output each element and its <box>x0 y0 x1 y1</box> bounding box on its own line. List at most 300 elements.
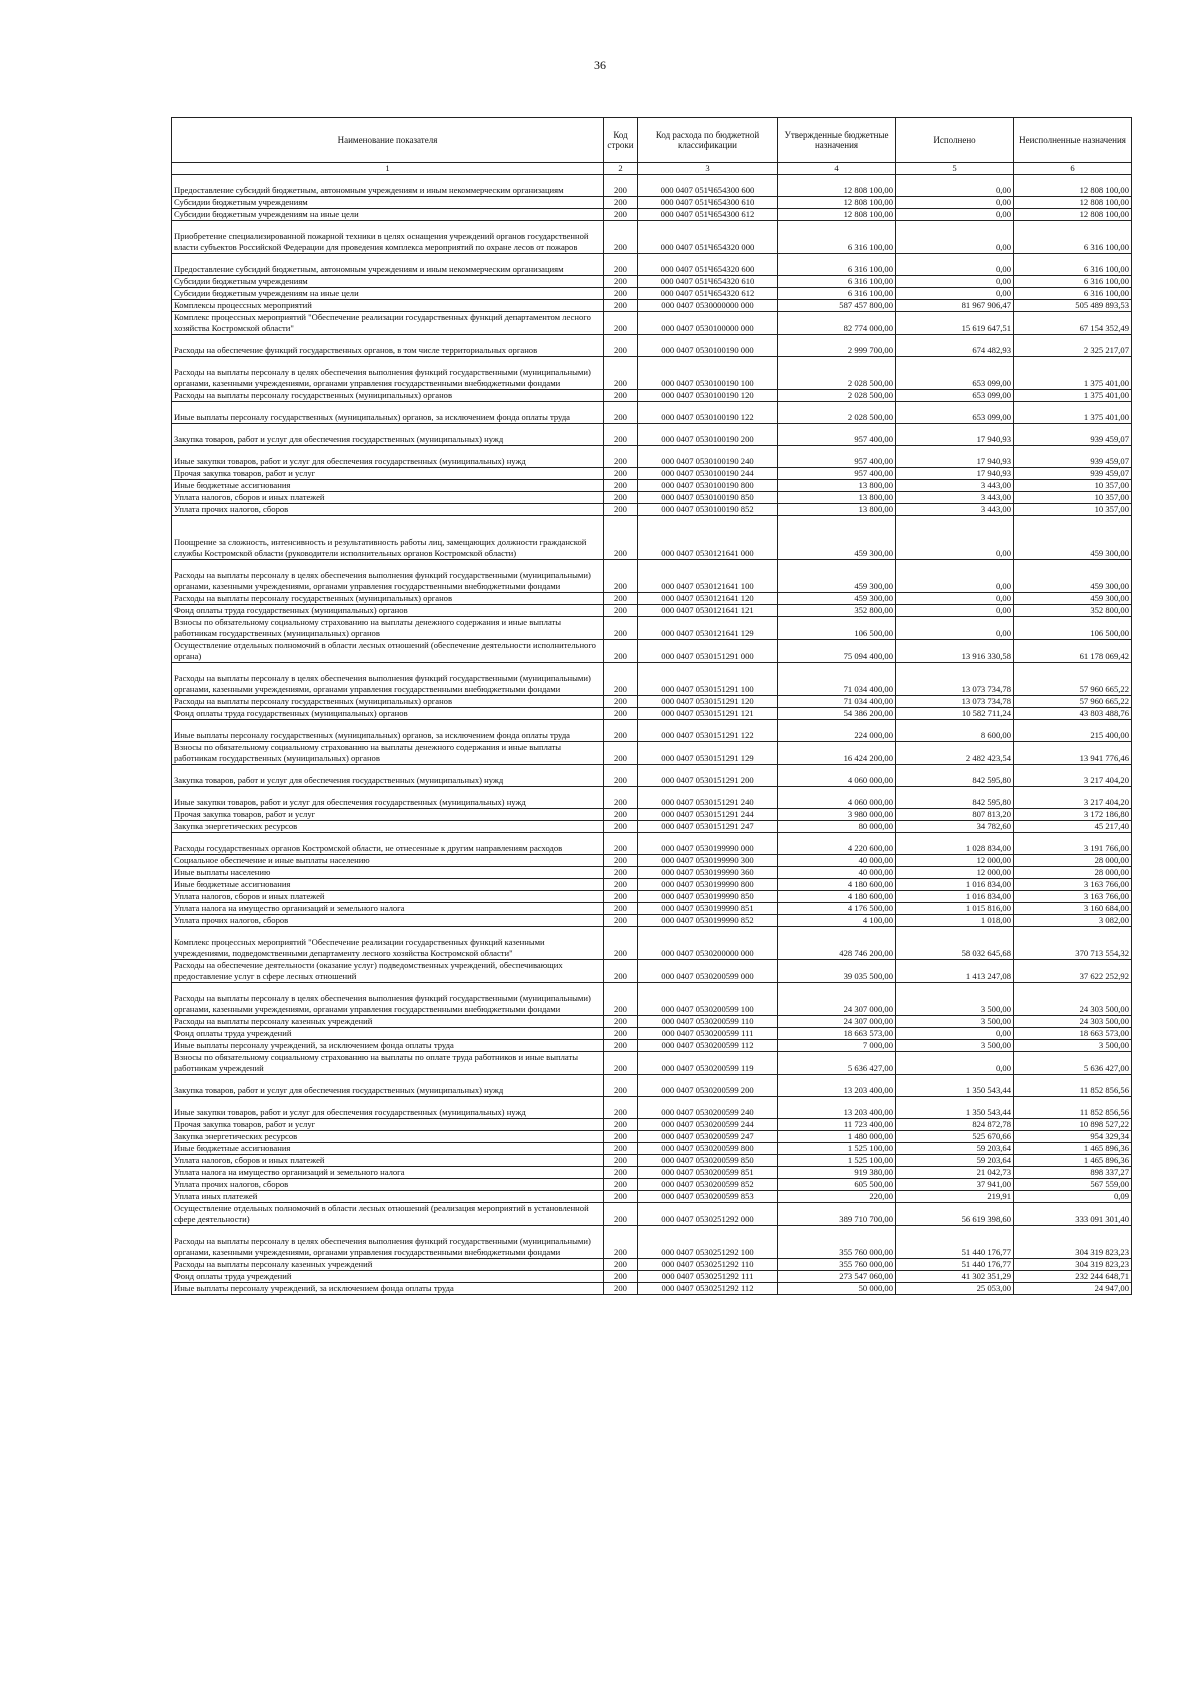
approved-amount-cell: 71 034 400,00 <box>778 663 896 696</box>
classification-code-cell: 000 0407 0530200599 200 <box>638 1075 778 1097</box>
approved-amount-cell: 355 760 000,00 <box>778 1226 896 1259</box>
approved-amount-cell: 2 028 500,00 <box>778 357 896 390</box>
unexecuted-amount-cell: 333 091 301,40 <box>1014 1203 1132 1226</box>
column-number: 1 <box>172 163 604 175</box>
executed-amount-cell: 56 619 398,60 <box>896 1203 1014 1226</box>
executed-amount-cell: 1 015 816,00 <box>896 903 1014 915</box>
column-number: 5 <box>896 163 1014 175</box>
approved-amount-cell: 273 547 060,00 <box>778 1271 896 1283</box>
approved-amount-cell: 4 220 600,00 <box>778 833 896 855</box>
header-indicator-name: Наименование показателя <box>172 118 604 163</box>
approved-amount-cell: 6 316 100,00 <box>778 254 896 276</box>
unexecuted-amount-cell: 1 465 896,36 <box>1014 1143 1132 1155</box>
indicator-name-cell: Фонд оплаты труда учреждений <box>172 1271 604 1283</box>
executed-amount-cell: 0,00 <box>896 593 1014 605</box>
indicator-name-cell: Уплата налогов, сборов и иных платежей <box>172 1155 604 1167</box>
indicator-name-cell: Расходы на выплаты персоналу в целях обеспечения выполнения функций государственными (муниципальными) органами, казенными учреждениями, органами управления государственными внебюджетными фондами <box>172 983 604 1016</box>
executed-amount-cell: 41 302 351,29 <box>896 1271 1014 1283</box>
approved-amount-cell: 605 500,00 <box>778 1179 896 1191</box>
table-row <box>172 312 1132 335</box>
classification-code-cell: 000 0407 0530200599 111 <box>638 1028 778 1040</box>
approved-amount-cell: 18 663 573,00 <box>778 1028 896 1040</box>
approved-amount-cell: 957 400,00 <box>778 468 896 480</box>
indicator-name-cell: Комплекс процессных мероприятий "Обеспечение реализации государственных функций казенными учреждениями, подведомственными департаменту лесного хозяйства Костромской области" <box>172 927 604 960</box>
indicator-name-cell: Расходы на выплаты персоналу казенных учреждений <box>172 1259 604 1271</box>
indicator-name-cell: Субсидии бюджетным учреждениям на иные цели <box>172 288 604 300</box>
unexecuted-amount-cell: 1 375 401,00 <box>1014 390 1132 402</box>
executed-amount-cell: 3 500,00 <box>896 983 1014 1016</box>
row-code-cell: 200 <box>604 903 638 915</box>
indicator-name-cell: Социальное обеспечение и иные выплаты населению <box>172 855 604 867</box>
executed-amount-cell: 842 595,80 <box>896 787 1014 809</box>
unexecuted-amount-cell: 2 325 217,07 <box>1014 335 1132 357</box>
classification-code-cell: 000 0407 0530251292 112 <box>638 1283 778 1295</box>
unexecuted-amount-cell: 3 163 766,00 <box>1014 879 1132 891</box>
unexecuted-amount-cell: 6 316 100,00 <box>1014 276 1132 288</box>
approved-amount-cell: 957 400,00 <box>778 446 896 468</box>
row-code-cell: 200 <box>604 560 638 593</box>
table-row <box>172 1259 1132 1271</box>
executed-amount-cell: 525 670,66 <box>896 1131 1014 1143</box>
indicator-name-cell: Предоставление субсидий бюджетным, автономным учреждениям и иным некоммерческим организациям <box>172 254 604 276</box>
classification-code-cell: 000 0407 0530100190 100 <box>638 357 778 390</box>
approved-amount-cell: 24 307 000,00 <box>778 983 896 1016</box>
executed-amount-cell: 37 941,00 <box>896 1179 1014 1191</box>
executed-amount-cell: 842 595,80 <box>896 765 1014 787</box>
row-code-cell: 200 <box>604 879 638 891</box>
approved-amount-cell: 2 028 500,00 <box>778 390 896 402</box>
indicator-name-cell: Иные выплаты населению <box>172 867 604 879</box>
executed-amount-cell: 0,00 <box>896 516 1014 560</box>
unexecuted-amount-cell: 28 000,00 <box>1014 855 1132 867</box>
row-code-cell: 200 <box>604 1283 638 1295</box>
classification-code-cell: 000 0407 0530100190 800 <box>638 480 778 492</box>
indicator-name-cell: Уплата прочих налогов, сборов <box>172 504 604 516</box>
table-row <box>172 209 1132 221</box>
header-approved: Утвержденные бюджетные назначения <box>778 118 896 163</box>
classification-code-cell: 000 0407 0530251292 100 <box>638 1226 778 1259</box>
approved-amount-cell: 389 710 700,00 <box>778 1203 896 1226</box>
row-code-cell: 200 <box>604 1040 638 1052</box>
page-number: 36 <box>594 58 606 72</box>
indicator-name-cell: Закупка энергетических ресурсов <box>172 1131 604 1143</box>
classification-code-cell: 000 0407 0530200000 000 <box>638 927 778 960</box>
approved-amount-cell: 1 480 000,00 <box>778 1131 896 1143</box>
table-row <box>172 1040 1132 1052</box>
approved-amount-cell: 106 500,00 <box>778 617 896 640</box>
table-row <box>172 390 1132 402</box>
header-classification-code: Код расхода по бюджетной классификации <box>638 118 778 163</box>
approved-amount-cell: 13 203 400,00 <box>778 1097 896 1119</box>
indicator-name-cell: Иные бюджетные ассигнования <box>172 879 604 891</box>
row-code-cell: 200 <box>604 335 638 357</box>
row-code-cell: 200 <box>604 640 638 663</box>
indicator-name-cell: Субсидии бюджетным учреждениям на иные цели <box>172 209 604 221</box>
classification-code-cell: 000 0407 0530200599 800 <box>638 1143 778 1155</box>
classification-code-cell: 000 0407 0530100190 120 <box>638 390 778 402</box>
classification-code-cell: 000 0407 051Ч654300 612 <box>638 209 778 221</box>
classification-code-cell: 000 0407 0530100190 200 <box>638 424 778 446</box>
table-row <box>172 708 1132 720</box>
executed-amount-cell: 0,00 <box>896 605 1014 617</box>
table-row <box>172 960 1132 983</box>
unexecuted-amount-cell: 10 898 527,22 <box>1014 1119 1132 1131</box>
column-number-row <box>172 163 1132 175</box>
table-row <box>172 879 1132 891</box>
row-code-cell: 200 <box>604 480 638 492</box>
classification-code-cell: 000 0407 0530151291 240 <box>638 787 778 809</box>
classification-code-cell: 000 0407 0530200599 110 <box>638 1016 778 1028</box>
executed-amount-cell: 13 073 734,78 <box>896 696 1014 708</box>
approved-amount-cell: 587 457 800,00 <box>778 300 896 312</box>
classification-code-cell: 000 0407 0530200599 853 <box>638 1191 778 1203</box>
unexecuted-amount-cell: 13 941 776,46 <box>1014 742 1132 765</box>
approved-amount-cell: 1 525 100,00 <box>778 1155 896 1167</box>
row-code-cell: 200 <box>604 357 638 390</box>
approved-amount-cell: 4 180 600,00 <box>778 891 896 903</box>
header-executed: Исполнено <box>896 118 1014 163</box>
unexecuted-amount-cell: 3 172 186,80 <box>1014 809 1132 821</box>
table-row <box>172 1131 1132 1143</box>
table-row <box>172 1167 1132 1179</box>
indicator-name-cell: Фонд оплаты труда государственных (муниципальных) органов <box>172 605 604 617</box>
classification-code-cell: 000 0407 0530100190 240 <box>638 446 778 468</box>
row-code-cell: 200 <box>604 809 638 821</box>
executed-amount-cell: 3 500,00 <box>896 1016 1014 1028</box>
table-row <box>172 742 1132 765</box>
classification-code-cell: 000 0407 051Ч654320 000 <box>638 221 778 254</box>
classification-code-cell: 000 0407 051Ч654320 612 <box>638 288 778 300</box>
approved-amount-cell: 13 203 400,00 <box>778 1075 896 1097</box>
table-row <box>172 1119 1132 1131</box>
table-row <box>172 983 1132 1016</box>
executed-amount-cell: 0,00 <box>896 276 1014 288</box>
indicator-name-cell: Взносы по обязательному социальному страхованию на выплаты по оплате труда работников и иные выплаты работникам учреждений <box>172 1052 604 1075</box>
classification-code-cell: 000 0407 0530199990 850 <box>638 891 778 903</box>
executed-amount-cell: 81 967 906,47 <box>896 300 1014 312</box>
table-row <box>172 560 1132 593</box>
unexecuted-amount-cell: 10 357,00 <box>1014 492 1132 504</box>
executed-amount-cell: 653 099,00 <box>896 390 1014 402</box>
table-row <box>172 1143 1132 1155</box>
approved-amount-cell: 4 180 600,00 <box>778 879 896 891</box>
indicator-name-cell: Иные выплаты персоналу государственных (муниципальных) органов, за исключением фонда оплаты труда <box>172 720 604 742</box>
unexecuted-amount-cell: 6 316 100,00 <box>1014 288 1132 300</box>
table-row <box>172 197 1132 209</box>
indicator-name-cell: Расходы на выплаты персоналу в целях обеспечения выполнения функций государственными (муниципальными) органами, казенными учреждениями, органами управления государственными внебюджетными фондами <box>172 560 604 593</box>
classification-code-cell: 000 0407 0530200599 240 <box>638 1097 778 1119</box>
executed-amount-cell: 653 099,00 <box>896 402 1014 424</box>
indicator-name-cell: Расходы на выплаты персоналу государственных (муниципальных) органов <box>172 696 604 708</box>
approved-amount-cell: 459 300,00 <box>778 593 896 605</box>
indicator-name-cell: Уплата налогов, сборов и иных платежей <box>172 492 604 504</box>
approved-amount-cell: 459 300,00 <box>778 560 896 593</box>
row-code-cell: 200 <box>604 1271 638 1283</box>
table-row <box>172 1283 1132 1295</box>
classification-code-cell: 000 0407 0530200599 000 <box>638 960 778 983</box>
executed-amount-cell: 1 350 543,44 <box>896 1075 1014 1097</box>
row-code-cell: 200 <box>604 221 638 254</box>
executed-amount-cell: 3 443,00 <box>896 504 1014 516</box>
classification-code-cell: 000 0407 0530200599 852 <box>638 1179 778 1191</box>
executed-amount-cell: 58 032 645,68 <box>896 927 1014 960</box>
unexecuted-amount-cell: 1 465 896,36 <box>1014 1155 1132 1167</box>
approved-amount-cell: 80 000,00 <box>778 821 896 833</box>
indicator-name-cell: Уплата иных платежей <box>172 1191 604 1203</box>
classification-code-cell: 000 0407 0530151291 244 <box>638 809 778 821</box>
budget-execution-table <box>171 117 1132 1295</box>
executed-amount-cell: 0,00 <box>896 209 1014 221</box>
classification-code-cell: 000 0407 0530200599 244 <box>638 1119 778 1131</box>
row-code-cell: 200 <box>604 663 638 696</box>
table-row <box>172 855 1132 867</box>
classification-code-cell: 000 0407 0530151291 100 <box>638 663 778 696</box>
classification-code-cell: 000 0407 0530200599 247 <box>638 1131 778 1143</box>
table-row <box>172 720 1132 742</box>
unexecuted-amount-cell: 6 316 100,00 <box>1014 254 1132 276</box>
executed-amount-cell: 12 000,00 <box>896 867 1014 879</box>
classification-code-cell: 000 0407 0530199990 852 <box>638 915 778 927</box>
table-row <box>172 276 1132 288</box>
approved-amount-cell: 54 386 200,00 <box>778 708 896 720</box>
executed-amount-cell: 0,00 <box>896 1028 1014 1040</box>
table-row <box>172 516 1132 560</box>
row-code-cell: 200 <box>604 1016 638 1028</box>
row-code-cell: 200 <box>604 1259 638 1271</box>
table-row <box>172 1075 1132 1097</box>
table-row <box>172 1028 1132 1040</box>
row-code-cell: 200 <box>604 1097 638 1119</box>
approved-amount-cell: 50 000,00 <box>778 1283 896 1295</box>
unexecuted-amount-cell: 11 852 856,56 <box>1014 1075 1132 1097</box>
approved-amount-cell: 224 000,00 <box>778 720 896 742</box>
classification-code-cell: 000 0407 0530200599 119 <box>638 1052 778 1075</box>
classification-code-cell: 000 0407 0530121641 129 <box>638 617 778 640</box>
row-code-cell: 200 <box>604 1075 638 1097</box>
indicator-name-cell: Расходы на выплаты персоналу государственных (муниципальных) органов <box>172 593 604 605</box>
unexecuted-amount-cell: 505 489 893,53 <box>1014 300 1132 312</box>
approved-amount-cell: 2 028 500,00 <box>778 402 896 424</box>
classification-code-cell: 000 0407 0530100190 122 <box>638 402 778 424</box>
row-code-cell: 200 <box>604 446 638 468</box>
table-row <box>172 357 1132 390</box>
unexecuted-amount-cell: 57 960 665,22 <box>1014 696 1132 708</box>
unexecuted-amount-cell: 28 000,00 <box>1014 867 1132 879</box>
indicator-name-cell: Закупка товаров, работ и услуг для обеспечения государственных (муниципальных) нужд <box>172 424 604 446</box>
approved-amount-cell: 71 034 400,00 <box>778 696 896 708</box>
approved-amount-cell: 6 316 100,00 <box>778 221 896 254</box>
executed-amount-cell: 25 053,00 <box>896 1283 1014 1295</box>
indicator-name-cell: Поощрение за сложность, интенсивность и результативность работы лиц, замещающих должности гражданской службы Костромской области (руководители исполнительных органов Костромской области) <box>172 516 604 560</box>
unexecuted-amount-cell: 37 622 252,92 <box>1014 960 1132 983</box>
classification-code-cell: 000 0407 0530100190 244 <box>638 468 778 480</box>
column-number: 6 <box>1014 163 1132 175</box>
row-code-cell: 200 <box>604 288 638 300</box>
table-row <box>172 605 1132 617</box>
indicator-name-cell: Иные бюджетные ассигнования <box>172 1143 604 1155</box>
row-code-cell: 200 <box>604 504 638 516</box>
unexecuted-amount-cell: 67 154 352,49 <box>1014 312 1132 335</box>
table-row <box>172 288 1132 300</box>
indicator-name-cell: Иные бюджетные ассигнования <box>172 480 604 492</box>
indicator-name-cell: Субсидии бюджетным учреждениям <box>172 197 604 209</box>
table-row <box>172 424 1132 446</box>
executed-amount-cell: 1 350 543,44 <box>896 1097 1014 1119</box>
executed-amount-cell: 17 940,93 <box>896 424 1014 446</box>
column-number: 4 <box>778 163 896 175</box>
executed-amount-cell: 3 443,00 <box>896 492 1014 504</box>
classification-code-cell: 000 0407 051Ч654300 610 <box>638 197 778 209</box>
indicator-name-cell: Закупка энергетических ресурсов <box>172 821 604 833</box>
unexecuted-amount-cell: 24 303 500,00 <box>1014 1016 1132 1028</box>
classification-code-cell: 000 0407 0530200599 851 <box>638 1167 778 1179</box>
indicator-name-cell: Расходы на выплаты персоналу казенных учреждений <box>172 1016 604 1028</box>
executed-amount-cell: 0,00 <box>896 175 1014 197</box>
approved-amount-cell: 5 636 427,00 <box>778 1052 896 1075</box>
row-code-cell: 200 <box>604 468 638 480</box>
classification-code-cell: 000 0407 051Ч654320 610 <box>638 276 778 288</box>
approved-amount-cell: 12 808 100,00 <box>778 197 896 209</box>
table-row <box>172 663 1132 696</box>
classification-code-cell: 000 0407 0530121641 100 <box>638 560 778 593</box>
classification-code-cell: 000 0407 0530100000 000 <box>638 312 778 335</box>
row-code-cell: 200 <box>604 708 638 720</box>
unexecuted-amount-cell: 3 160 684,00 <box>1014 903 1132 915</box>
unexecuted-amount-cell: 12 808 100,00 <box>1014 197 1132 209</box>
approved-amount-cell: 12 808 100,00 <box>778 175 896 197</box>
approved-amount-cell: 4 100,00 <box>778 915 896 927</box>
indicator-name-cell: Фонд оплаты труда государственных (муниципальных) органов <box>172 708 604 720</box>
unexecuted-amount-cell: 3 191 766,00 <box>1014 833 1132 855</box>
classification-code-cell: 000 0407 0530151291 129 <box>638 742 778 765</box>
table-row <box>172 903 1132 915</box>
table-row <box>172 617 1132 640</box>
row-code-cell: 200 <box>604 605 638 617</box>
executed-amount-cell: 0,00 <box>896 1052 1014 1075</box>
executed-amount-cell: 2 482 423,54 <box>896 742 1014 765</box>
indicator-name-cell: Комплексы процессных мероприятий <box>172 300 604 312</box>
executed-amount-cell: 0,00 <box>896 221 1014 254</box>
indicator-name-cell: Расходы на обеспечение деятельности (оказание услуг) подведомственных учреждений, обеспечивающих предоставление услуг в сфере лесных отношений <box>172 960 604 983</box>
classification-code-cell: 000 0407 0530000000 000 <box>638 300 778 312</box>
unexecuted-amount-cell: 954 329,34 <box>1014 1131 1132 1143</box>
row-code-cell: 200 <box>604 1179 638 1191</box>
classification-code-cell: 000 0407 0530151291 121 <box>638 708 778 720</box>
unexecuted-amount-cell: 304 319 823,23 <box>1014 1259 1132 1271</box>
executed-amount-cell: 1 016 834,00 <box>896 879 1014 891</box>
table-row <box>172 1097 1132 1119</box>
unexecuted-amount-cell: 3 217 404,20 <box>1014 787 1132 809</box>
approved-amount-cell: 6 316 100,00 <box>778 288 896 300</box>
table-row <box>172 1226 1132 1259</box>
row-code-cell: 200 <box>604 300 638 312</box>
unexecuted-amount-cell: 10 357,00 <box>1014 480 1132 492</box>
indicator-name-cell: Расходы на выплаты персоналу в целях обеспечения выполнения функций государственными (муниципальными) органами, казенными учреждениями, органами управления государственными внебюджетными фондами <box>172 663 604 696</box>
row-code-cell: 200 <box>604 1143 638 1155</box>
approved-amount-cell: 1 525 100,00 <box>778 1143 896 1155</box>
unexecuted-amount-cell: 459 300,00 <box>1014 516 1132 560</box>
executed-amount-cell: 0,00 <box>896 560 1014 593</box>
executed-amount-cell: 0,00 <box>896 617 1014 640</box>
indicator-name-cell: Прочая закупка товаров, работ и услуг <box>172 1119 604 1131</box>
header-row-code: Код строки <box>604 118 638 163</box>
classification-code-cell: 000 0407 0530251292 110 <box>638 1259 778 1271</box>
approved-amount-cell: 355 760 000,00 <box>778 1259 896 1271</box>
indicator-name-cell: Расходы на выплаты персоналу государственных (муниципальных) органов <box>172 390 604 402</box>
executed-amount-cell: 13 073 734,78 <box>896 663 1014 696</box>
approved-amount-cell: 2 999 700,00 <box>778 335 896 357</box>
executed-amount-cell: 0,00 <box>896 197 1014 209</box>
row-code-cell: 200 <box>604 1226 638 1259</box>
classification-code-cell: 000 0407 0530199990 000 <box>638 833 778 855</box>
classification-code-cell: 000 0407 0530151291 122 <box>638 720 778 742</box>
header-row <box>172 118 1132 163</box>
unexecuted-amount-cell: 370 713 554,32 <box>1014 927 1132 960</box>
table-row <box>172 833 1132 855</box>
indicator-name-cell: Иные выплаты персоналу государственных (муниципальных) органов, за исключением фонда оплаты труда <box>172 402 604 424</box>
indicator-name-cell: Иные выплаты персоналу учреждений, за исключением фонда оплаты труда <box>172 1040 604 1052</box>
indicator-name-cell: Прочая закупка товаров, работ и услуг <box>172 809 604 821</box>
indicator-name-cell: Осуществление отдельных полномочий в области лесных отношений (реализация мероприятий в установленной сфере деятельности) <box>172 1203 604 1226</box>
table-row <box>172 300 1132 312</box>
classification-code-cell: 000 0407 0530100190 852 <box>638 504 778 516</box>
executed-amount-cell: 15 619 647,51 <box>896 312 1014 335</box>
unexecuted-amount-cell: 352 800,00 <box>1014 605 1132 617</box>
table-row <box>172 696 1132 708</box>
unexecuted-amount-cell: 1 375 401,00 <box>1014 357 1132 390</box>
unexecuted-amount-cell: 215 400,00 <box>1014 720 1132 742</box>
table-row <box>172 1191 1132 1203</box>
executed-amount-cell: 51 440 176,77 <box>896 1259 1014 1271</box>
table-row <box>172 468 1132 480</box>
executed-amount-cell: 219,91 <box>896 1191 1014 1203</box>
table-row <box>172 480 1132 492</box>
table-row <box>172 809 1132 821</box>
approved-amount-cell: 39 035 500,00 <box>778 960 896 983</box>
classification-code-cell: 000 0407 051Ч654320 600 <box>638 254 778 276</box>
unexecuted-amount-cell: 939 459,07 <box>1014 424 1132 446</box>
unexecuted-amount-cell: 3 163 766,00 <box>1014 891 1132 903</box>
approved-amount-cell: 16 424 200,00 <box>778 742 896 765</box>
table-row <box>172 1179 1132 1191</box>
executed-amount-cell: 34 782,60 <box>896 821 1014 833</box>
row-code-cell: 200 <box>604 402 638 424</box>
row-code-cell: 200 <box>604 492 638 504</box>
table-row <box>172 1271 1132 1283</box>
indicator-name-cell: Субсидии бюджетным учреждениям <box>172 276 604 288</box>
row-code-cell: 200 <box>604 254 638 276</box>
executed-amount-cell: 17 940,93 <box>896 468 1014 480</box>
executed-amount-cell: 807 813,20 <box>896 809 1014 821</box>
table-row <box>172 787 1132 809</box>
executed-amount-cell: 824 872,78 <box>896 1119 1014 1131</box>
executed-amount-cell: 653 099,00 <box>896 357 1014 390</box>
row-code-cell: 200 <box>604 1155 638 1167</box>
row-code-cell: 200 <box>604 927 638 960</box>
header-unexecuted: Неисполненные назначения <box>1014 118 1132 163</box>
row-code-cell: 200 <box>604 833 638 855</box>
indicator-name-cell: Расходы государственных органов Костромской области, не отнесенные к другим направлениям расходов <box>172 833 604 855</box>
row-code-cell: 200 <box>604 855 638 867</box>
unexecuted-amount-cell: 3 082,00 <box>1014 915 1132 927</box>
executed-amount-cell: 10 582 711,24 <box>896 708 1014 720</box>
unexecuted-amount-cell: 3 217 404,20 <box>1014 765 1132 787</box>
unexecuted-amount-cell: 898 337,27 <box>1014 1167 1132 1179</box>
indicator-name-cell: Закупка товаров, работ и услуг для обеспечения государственных (муниципальных) нужд <box>172 765 604 787</box>
approved-amount-cell: 75 094 400,00 <box>778 640 896 663</box>
indicator-name-cell: Иные закупки товаров, работ и услуг для обеспечения государственных (муниципальных) нужд <box>172 787 604 809</box>
row-code-cell: 200 <box>604 696 638 708</box>
